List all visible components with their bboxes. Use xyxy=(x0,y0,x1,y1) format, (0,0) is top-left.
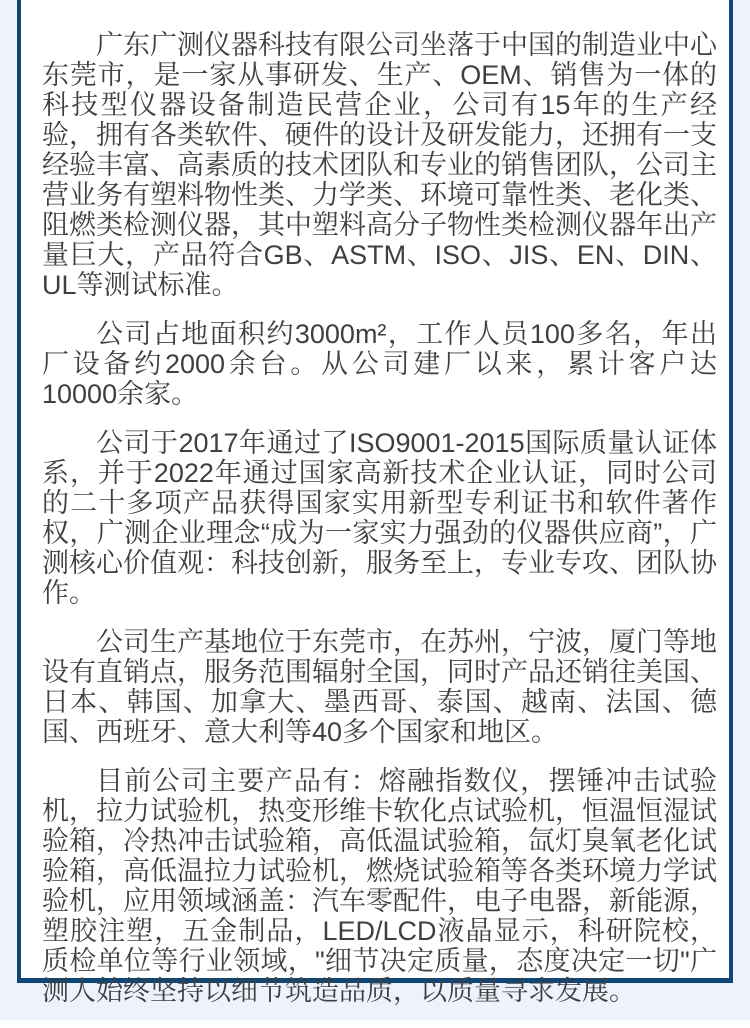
company-products-paragraph: 目前公司主要产品有：熔融指数仪，摆锤冲击试验机，拉力试验机，热变形维卡软化点试验机，恒温恒湿试验箱，冷热冲击试验箱，高低温试验箱，氙灯臭氧老化试验箱，高低温拉力试验机，燃烧试验箱等各类环境力学试验机，应用领域涵盖：汽车零配件，电子电器，新能源，塑胶注塑，五金制品，LED/LCD液晶显示，科研院校，质检单位等行业领域，"细节决定质量，态度决定一切"广测人始终坚持以细节筑造品质，以质量寻求发展。 xyxy=(42,766,717,1006)
company-profile-text xyxy=(21,0,729,1006)
company-market-paragraph: 公司生产基地位于东莞市，在苏州，宁波，厦门等地设有直销点，服务范围辐射全国，同时产品还销往美国、日本、韩国、加拿大、墨西哥、泰国、越南、法国、德国、西班牙、意大利等40多个国家和地区。 xyxy=(42,627,717,747)
company-profile-card xyxy=(17,0,733,1006)
bottom-white-strip xyxy=(0,1020,750,1028)
company-intro-paragraph: 广东广测仪器科技有限公司坐落于中国的制造业中心东莞市，是一家从事研发、生产、OEM、销售为一体的科技型仪器设备制造民营企业，公司有15年的生产经验，拥有各类软件、硬件的设计及研发能力，还拥有一支经验丰富、高素质的技术团队和专业的销售团队，公司主营业务有塑料物性类、力学类、环境可靠性类、老化类、阻燃类检测仪器，其中塑料高分子物性类检测仪器年出产量巨大，产品符合GB、ASTM、ISO、JIS、EN、DIN、UL等测试标准。 xyxy=(42,30,717,300)
company-certification-paragraph: 公司于2017年通过了ISO9001-2015国际质量认证体系，并于2022年通过国家高新技术企业认证，同时公司的二十多项产品获得国家实用新型专利证书和软件著作权，广测企业理念“成为一家实力强劲的仪器供应商”，广测核心价值观：科技创新，服务至上，专业专攻、团队协作。 xyxy=(42,428,717,608)
company-scale-paragraph: 公司占地面积约3000m²，工作人员100多名，年出厂设备约2000余台。从公司建厂以来，累计客户达10000余家。 xyxy=(42,319,717,409)
